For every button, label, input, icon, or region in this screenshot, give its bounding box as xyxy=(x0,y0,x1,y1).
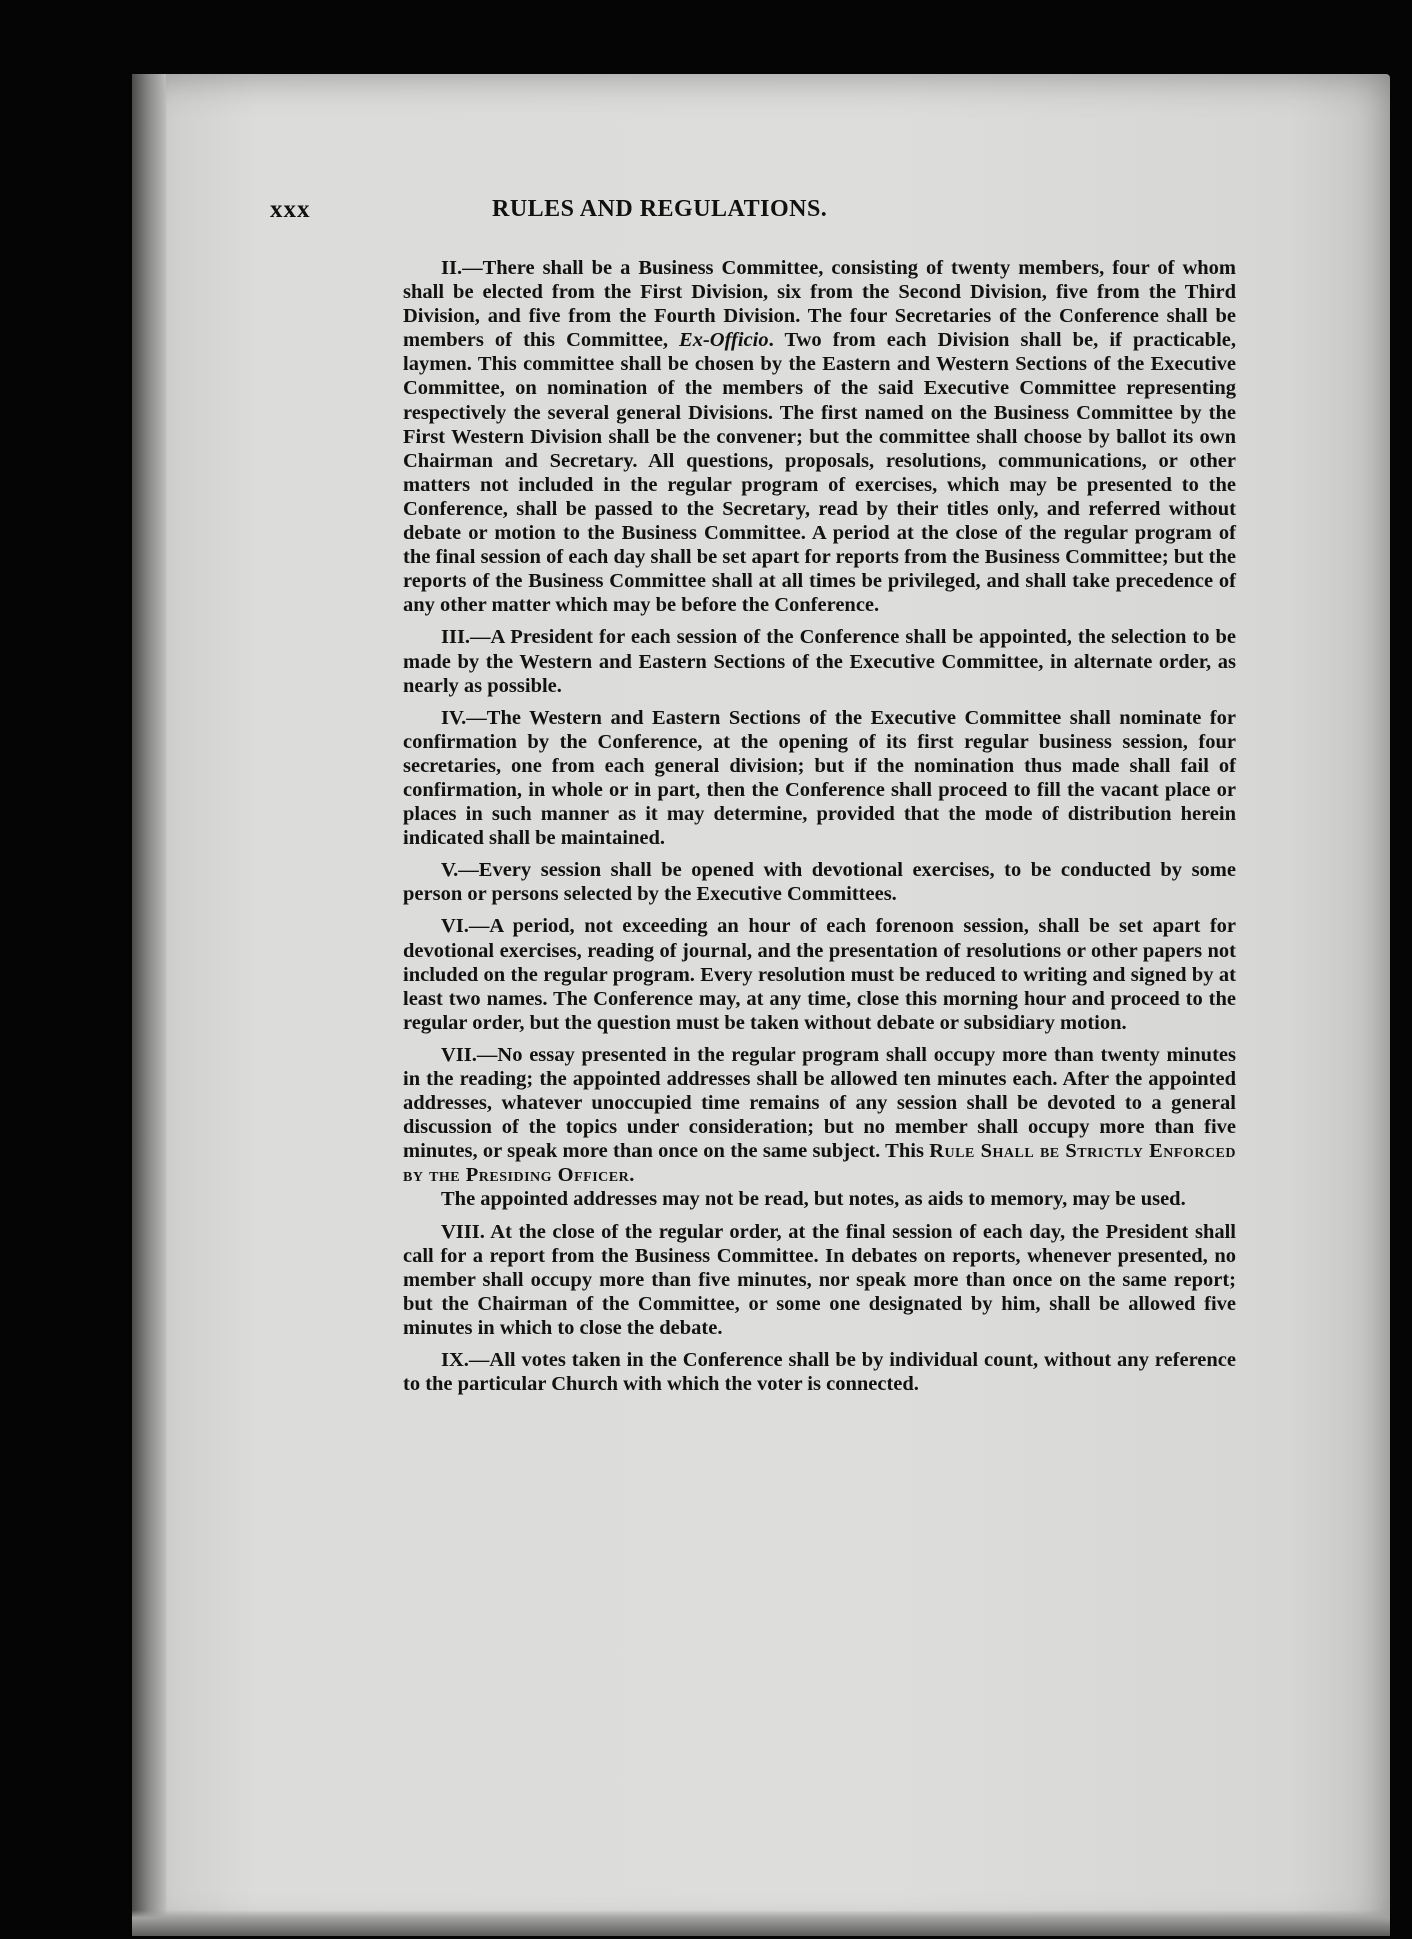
rule-ix: IX.—All votes taken in the Conference shall be by individual count, without any reference to the particular Church with which the voter is connected. xyxy=(403,1349,1236,1396)
page-bottom-shadow xyxy=(132,1910,1390,1936)
rule-iv: IV.—The Western and Eastern Sections of the Executive Committee shall nominate for confirmation by the Conference, at the opening of its first regular business session, four secretaries, one from each general division; but if the nomination thus made shall fail of confirmation, in whole or in part, then the Conference shall proceed to fill the vacant place or places in such manner as it may determine, provided that the mode of distribution herein indicated shall be maintained. xyxy=(403,706,1236,850)
rule-vii xyxy=(403,1043,1236,1188)
rule-ii-text-b: . Two from each Division shall be, if practicable, laymen. This committee shall be chosen by the Eastern and Western Sections of the Executive Committee, on nomination of the members of the said Executive Committee representing respectively the several general Divisions. The first named on the Business Committee by the First Western Division shall be the convener; but the committee shall choose by ballot its own Chairman and Secretary. All questions, proposals, resolutions, communications, or other matters not included in the regular program of exercises, which may be presented to the Conference, shall be passed to the Secretary, read by their titles only, and referred without debate or motion to the Business Committee. A period at the close of the regular program of the final session of each day shall be set apart for reports from the Business Committee; but the reports of the Business Committee shall at all times be privileged, and shall take precedence of any other matter which may be before the Conference. xyxy=(403,329,1237,617)
rule-v: V.—Every session shall be opened with devotional exercises, to be conducted by some person or persons selected by the Executive Committees. xyxy=(403,859,1236,906)
rule-vi: VI.—A period, not exceeding an hour of each forenoon session, shall be set apart for devotional exercises, reading of journal, and the presentation of resolutions or other papers not included on the regular program. Every resolution must be reduced to writing and signed by at least two names. The Conference may, at any time, close this morning hour and proceed to the regular order, but the question must be taken without debate or subsidiary motion. xyxy=(403,915,1236,1034)
page-header-title: RULES AND REGULATIONS. xyxy=(492,196,828,222)
rule-ii-ex-officio: Ex-Officio xyxy=(679,329,769,352)
rule-ii xyxy=(403,256,1236,617)
page-binding-shadow xyxy=(132,74,166,1936)
rule-vii-note: The appointed addresses may not be read, but notes, as aids to memory, may be used. xyxy=(441,1188,1186,1211)
rule-ii-text-a: II.—There shall be a Business Committee, consisting of twenty members, four of whom shall be elected from the First Division, six from the Second Division, five from the Third Division, and five from the Fourth Division. The four Secretaries of the Conference shall be members of this Committee, xyxy=(403,257,1236,352)
rules-text xyxy=(403,256,1236,1404)
page-number: xxx xyxy=(270,196,311,223)
running-head xyxy=(270,196,1010,236)
rule-viii: VIII. At the close of the regular order, at the final session of each day, the President shall call for a report from the Business Committee. In debates on reports, whenever presented, no member shall occupy more than five minutes, nor speak more than once on the same report; but the Chairman of the Committee, or some one designated by him, shall be allowed five minutes in which to close the debate. xyxy=(403,1220,1236,1339)
rule-vii-text: VII.—No essay presented in the regular program shall occupy more than twenty minutes in the reading; the appointed addresses shall be allowed ten minutes each. After the appointed addresses, whatever unoccupied time remains of any session shall be devoted to a general discussion of the topics under consideration; but no member shall occupy more than five minutes, or speak more than once on the same subject. This xyxy=(403,1043,1236,1163)
rule-vii-emphasis: Rule Shall be Strictly Enforced by the Presiding Officer. xyxy=(403,1140,1236,1187)
rule-iii: III.—A President for each session of the Conference shall be appointed, the selection to be made by the Western and Eastern Sections of the Executive Committee, in alternate order, as nearly as possible. xyxy=(403,626,1236,697)
